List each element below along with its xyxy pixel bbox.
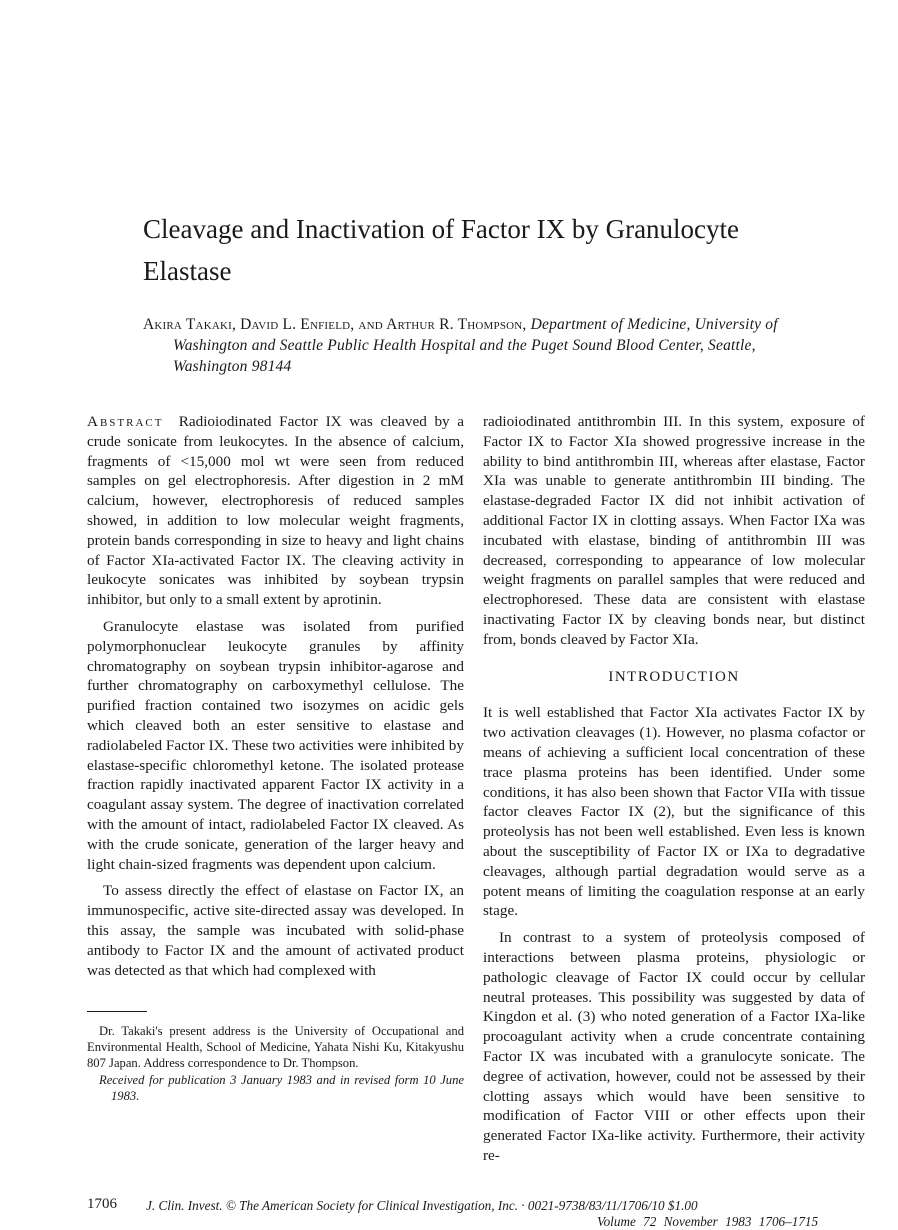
introduction-heading: INTRODUCTION	[608, 668, 740, 685]
footnotes	[87, 1023, 464, 1104]
abstract-paragraph-2: Granulocyte elastase was isolated from purified polymorphonuclear leukocyte granules by affinity chromatography on soybean trypsin inhibitor-agarose and further chromatography on carboxymethyl cellulose. The purified fraction contained two isozymes on acidic gels which cleaved both an ester sensitive to elastase and radiolabeled Factor IX. These two activities were inhibited by elastase-specific chloromethyl ketone. The isolated protease fraction rapidly inactivated apparent Factor IX activity in a coagulant assay system. The degree of inactivation correlated with the amount of intact, radiolabeled Factor IX cleaved. As with the crude sonicate, generation of the larger heavy and light chain-sized fragments was dependent upon calcium.	[87, 617, 464, 873]
introduction-paragraph-2: In contrast to a system of proteolysis composed of interactions between plasma proteins, physiologic or pathologic cleavage of Factor IX could occur by cellular neutral proteases. This possibility was suggested by data of Kingdon et al. (3) who noted generation of a Factor IXa-like procoagulant activity when a crude concentrate containing Factor IX was incubated with a granulocyte sonicate. The degree of activation, however, could not be assessed by their clotting assays which would have been sensitive to modification of Factor VIII or other effects upon their generated Factor IXa-like activity. Furthermore, their activity re-	[483, 929, 865, 1164]
journal-citation: J. Clin. Invest. © The American Society for Clinical Investigation, Inc. · 0021-9738/83/11/1706/10 $1.00	[146, 1198, 698, 1213]
abstract-label: Abstract	[87, 413, 164, 430]
abstract-paragraph-3-continued: radioiodinated antithrombin III. In this system, exposure of Factor IX to Factor XIa showed progressive increase in the ability to bind antithrombin III, whereas after elastase, Factor XIa was unable to generate antithrombin III binding. The elastase-degraded Factor IX did not inhibit activation of additional Factor IX in clotting assays. When Factor IXa was incubated with elastase, binding of antithrombin III was decreased, corresponding to appearance of low molecular weight fragments on parallel samples that were reduced and electrophoresed. These data are consistent with elastase inactivating Factor IX by cleaving bonds near, but distinct from, bonds cleaved by Factor XIa.	[483, 413, 865, 648]
volume-info: Volume 72 November 1983 1706–1715	[597, 1214, 819, 1229]
footnote-address: Dr. Takaki's present address is the University of Occupational and Environmental Health, School of Medicine, Yahata Nishi Ku, Kitakyushu 807 Japan. Address correspondence to Dr. Thompson.	[87, 1024, 464, 1071]
right-column	[483, 412, 865, 1166]
introduction-paragraph-1: It is well established that Factor XIa activates Factor IX by two activation cleavages (1). However, no plasma cofactor or means of achieving a sufficient local concentration of these trace plasma proteins has been identified. Under some conditions, it has also been shown that Factor VIIa with tissue factor cleaves Factor IX (2), but the significance of this proteolysis has not been well established. Even less is known about the susceptibility of Factor IX or IXa to degradative cleavages, although partial degradation would serve as a potent means of limiting the coagulation response at an early stage.	[483, 704, 865, 920]
footnote-received: Received for publication 3 January 1983 and in revised form 10 June 1983.	[99, 1072, 464, 1103]
abstract-paragraph-3: To assess directly the effect of elastase on Factor IX, an immunospecific, active site-directed assay was developed. In this assay, the sample was incubated with solid-phase antibody to Factor IX and the amount of activated product was detected as that which had complexed with	[87, 882, 464, 979]
abstract-p1-text: Radioiodinated Factor IX was cleaved by a crude sonicate from leukocytes. In the absence of calcium, fragments of <15,000 mol wt were seen from reduced samples on gel electrophoresis. After digestion in 2 mM calcium, however, electrophoresis of reduced samples showed, in addition to low molecular weight fragments, protein bands corresponding in size to heavy and light chains of Factor XIa-activated Factor IX. The cleaving activity in leukocyte sonicates was inhibited by soybean trypsin inhibitor, but only to a small extent by aprotinin.	[87, 413, 464, 609]
page-number: 1706	[87, 1196, 117, 1212]
footnote-divider	[87, 1011, 147, 1012]
author-affiliation: Department of Medicine, University of Washington and Seattle Public Health Hospital and the Puget Sound Blood Center, Seattle, Washington 98144	[173, 316, 778, 375]
left-column	[87, 412, 464, 980]
abstract-paragraph-1	[87, 412, 464, 610]
article-title: Cleavage and Inactivation of Factor IX by Granulocyte Elastase	[143, 214, 740, 286]
author-names: Akira Takaki, David L. Enfield, and Arthur R. Thompson,	[143, 316, 527, 333]
author-block	[143, 314, 783, 377]
